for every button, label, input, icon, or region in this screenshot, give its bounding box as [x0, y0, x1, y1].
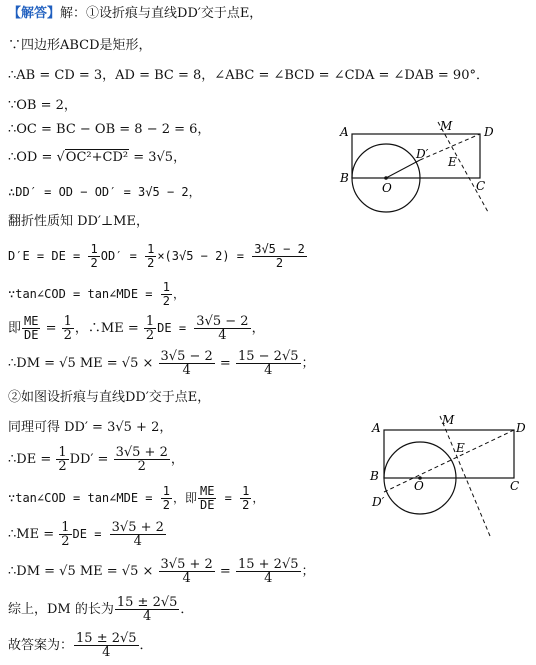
solution-line-8: 翻折性质知 DD′⊥ME，: [8, 214, 149, 229]
solution-line-2: ∵四边形ABCD是矩形，: [8, 38, 152, 53]
svg-text:B: B: [370, 469, 379, 483]
solution-line-17: ∴ME = $\frac{1}{2}$ DE = $\frac{3√5 + 2}{4}$: [8, 520, 164, 549]
solution-line-11: 即 $\frac{ME}{DE}$ = $\frac{1}{2}$ ，∴ME = $\frac{1}{2}$ DE = $\frac{3√5 - 2}{4}$ ，: [8, 314, 265, 343]
solution-line-3: ∴AB = CD = 3，AD = BC = 8，∠ABC = ∠BCD = ∠CDA = ∠DAB = 90°．: [8, 68, 489, 83]
fraction: $\frac{15 \pm 2√5}{4}$: [76, 631, 137, 660]
fraction: $\frac{1}{2}$: [63, 314, 72, 343]
solution-line-10: ∵tan∠COD = tan∠MDE = $\frac{1}{2}$ ，: [8, 280, 185, 308]
answer-tag: 【解答】: [8, 6, 61, 21]
svg-text:O: O: [414, 479, 424, 493]
fraction: $\frac{3√5 + 2}{4}$: [111, 520, 164, 549]
fraction: $\frac{1}{2}$: [162, 484, 170, 512]
solution-line-1: 【解答】解：①设折痕与直线DD′交于点E，: [8, 6, 263, 21]
solution-line-15: ∴DE = $\frac{1}{2}$ DD′ = $\frac{3√5 + 2}{2}$ ，: [8, 445, 184, 474]
svg-text:C: C: [476, 179, 486, 193]
svg-text:D′: D′: [372, 495, 385, 509]
fraction: $\frac{3√5 - 2}{2}$: [254, 242, 305, 270]
svg-text:A: A: [372, 421, 381, 435]
svg-text:E: E: [456, 441, 465, 455]
fraction: $\frac{1}{2}$: [90, 242, 98, 270]
svg-text:D′: D′: [416, 147, 429, 161]
solution-line-19: 综上，DM 的长为 $\frac{15 \pm 2√5}{4}$ ．: [8, 595, 194, 624]
solution-line-20: 故答案为： $\frac{15 \pm 2√5}{4}$ ．: [8, 631, 153, 660]
fraction: $\frac{3√5 - 2}{4}$: [196, 314, 249, 343]
fraction: $\frac{1}{2}$: [147, 242, 155, 270]
point-o: [384, 176, 388, 180]
solution-line-16: ∵tan∠COD = tan∠MDE = $\frac{1}{2}$ ，即 $\frac{ME}{DE}$ = $\frac{1}{2}$ ，: [8, 484, 265, 512]
fraction: $\frac{1}{2}$: [145, 314, 155, 343]
fraction: $\frac{ME}{DE}$: [199, 484, 215, 512]
solution-line-7: ∴DD′ = OD − OD′ = 3√5 − 2，: [8, 185, 201, 199]
svg-text:M: M: [442, 413, 455, 427]
fraction: $\frac{3√5 + 2}{4}$: [160, 557, 213, 586]
fraction: $\frac{1}{2}$: [162, 280, 170, 308]
segment-od-prime: [386, 160, 420, 178]
fraction: $\frac{1}{2}$: [61, 520, 70, 549]
svg-text:E: E: [448, 155, 457, 169]
svg-text:D: D: [484, 125, 494, 139]
solution-line-13: ②如图设折痕与直线DD′交于点E，: [8, 390, 211, 405]
solution-line-6: ∴OD = √OC²+CD² = 3√5，: [8, 150, 187, 165]
geometry-figure-1: [334, 116, 504, 220]
fraction: $\frac{1}{2}$: [242, 484, 250, 512]
solution-line-5: ∴OC = BC − OB = 8 − 2 = 6，: [8, 122, 211, 137]
solution-line-14: 同理可得 DD′ = 3√5 + 2，: [8, 420, 173, 435]
solution-line-4: ∵OB = 2，: [8, 98, 77, 113]
solution-line-9: D′E = DE = $\frac{1}{2}$ OD′ = $\frac{1}{2}$ ×(3√5 − 2) = $\frac{3√5 - 2}{2}$: [8, 242, 305, 270]
fraction: $\frac{ME}{DE}$: [24, 314, 39, 342]
geometry-figure-2: [366, 412, 526, 542]
fraction: $\frac{3√5 + 2}{2}$: [115, 445, 168, 474]
svg-text:C: C: [510, 479, 520, 493]
solution-line-12: ∴DM = √5 ME = √5 × $\frac{3√5 - 2}{4}$ = $\frac{15 - 2√5}{4}$ ；: [8, 349, 315, 378]
solution-line-18: ∴DM = √5 ME = √5 × $\frac{3√5 + 2}{4}$ = $\frac{15 + 2√5}{4}$ ；: [8, 557, 315, 586]
fraction: $\frac{15 - 2√5}{4}$: [237, 349, 299, 378]
svg-text:B: B: [340, 171, 349, 185]
svg-text:O: O: [382, 181, 392, 195]
fraction: $\frac{3√5 - 2}{4}$: [160, 349, 213, 378]
fraction: $\frac{15 \pm 2√5}{4}$: [116, 595, 178, 624]
fold-line: [440, 416, 490, 536]
segment-dd-prime: [384, 430, 514, 492]
fraction: $\frac{1}{2}$: [58, 445, 67, 474]
svg-text:A: A: [340, 125, 349, 139]
svg-text:D: D: [516, 421, 526, 435]
fraction: $\frac{15 + 2√5}{4}$: [237, 557, 299, 586]
svg-text:M: M: [440, 119, 453, 133]
